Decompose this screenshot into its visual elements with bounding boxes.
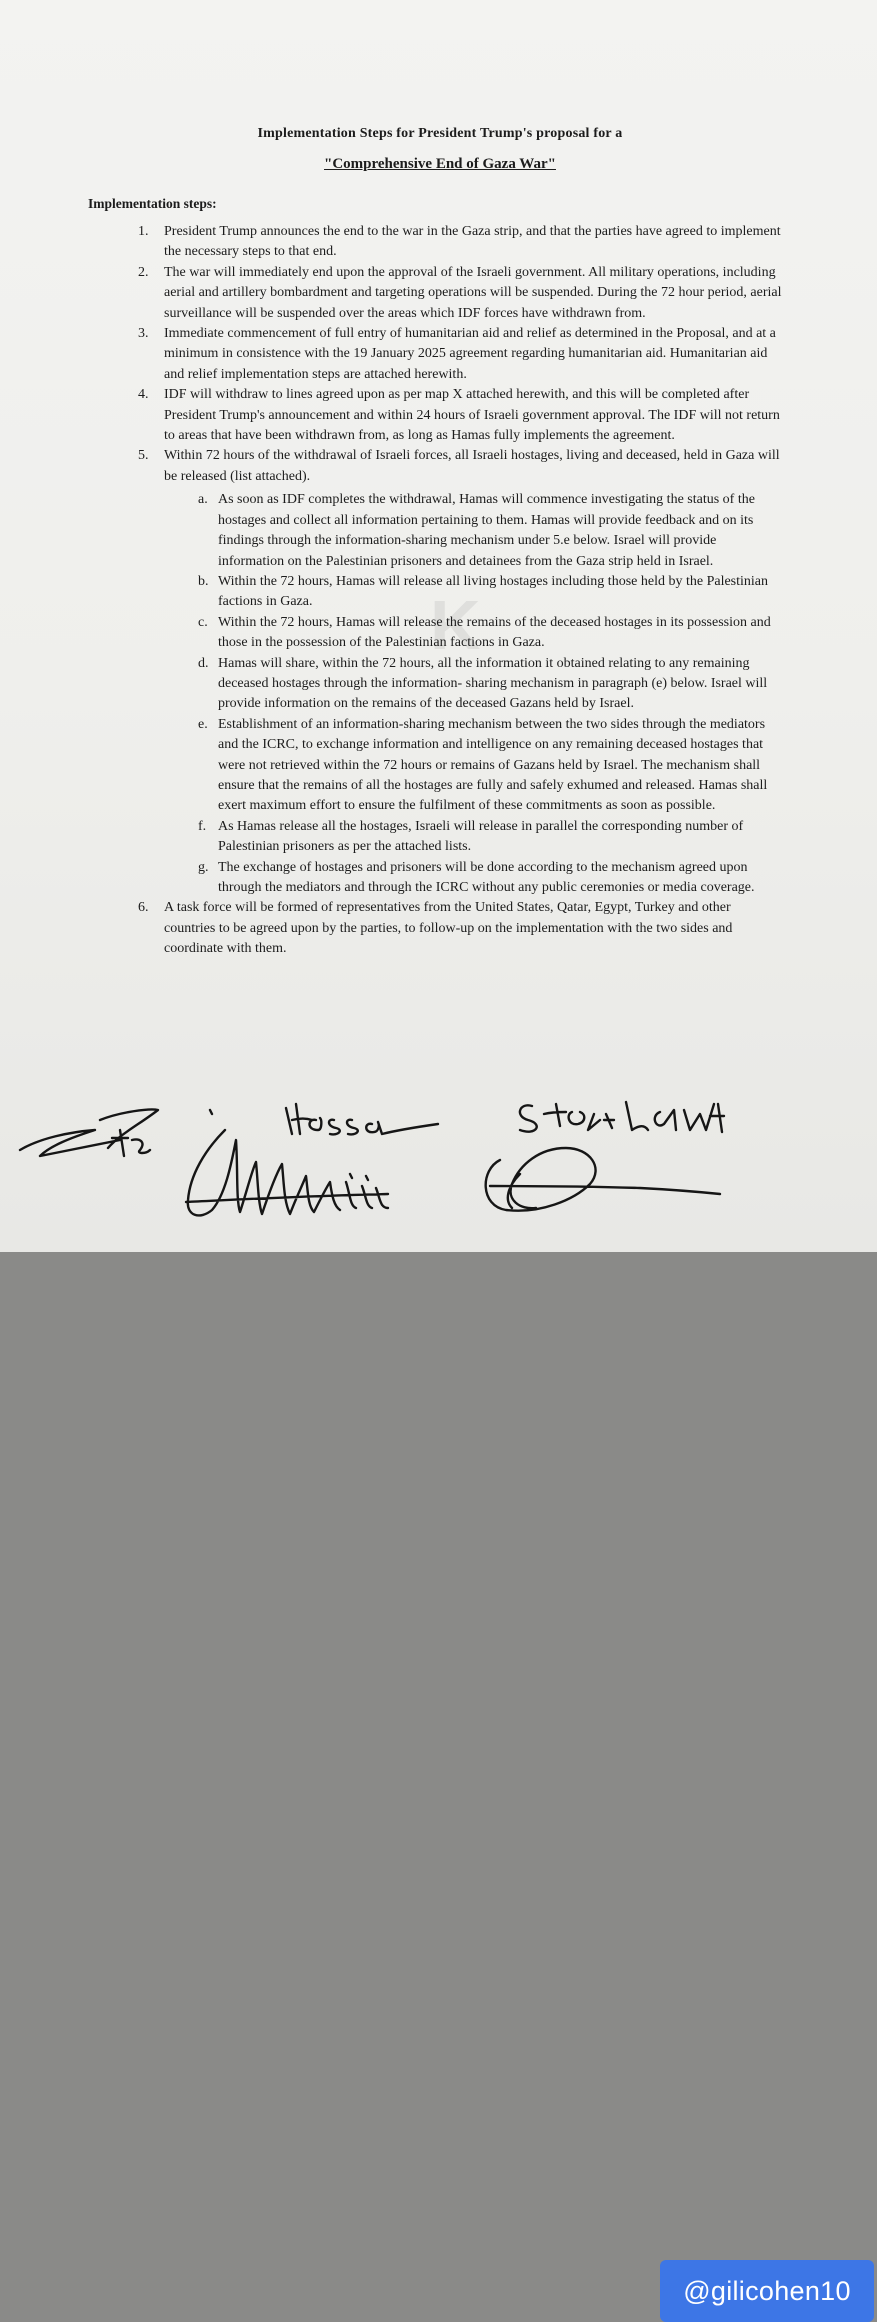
signature-1 bbox=[20, 1109, 158, 1156]
document-title-line2: "Comprehensive End of Gaza War" bbox=[324, 156, 556, 172]
substep-text: Within the 72 hours, Hamas will release all living hostages including those held by the Palestinian factions in Gaza. bbox=[218, 573, 768, 610]
watermark-handle: @gilicohen10 bbox=[683, 2275, 851, 2306]
substep-text: The exchange of hostages and prisoners will be done according to the mechanism agreed upon through the mediators and through the ICRC without any public ceremonies or media coverage. bbox=[218, 859, 755, 895]
steps-heading: Implementation steps: bbox=[88, 196, 217, 211]
substep-item bbox=[164, 858, 783, 899]
document-title-line1: Implementation Steps for President Trump's proposal for a bbox=[257, 126, 623, 141]
step-item bbox=[138, 385, 783, 446]
substep-item bbox=[164, 654, 783, 715]
substep-text: Establishment of an information-sharing mechanism between the two sides through the mediators and the ICRC, to exchange information and intelligence on any remaining deceased hostages that were not retrieved within the 72 hours or remains of Gazans held by Israel. The mechanism shall ensure that the remains of all the hostages are fully and safely exhumed and released. Hamas shall exert maximum effort to ensure the fulfilment of these commitments as soon as possible. bbox=[218, 716, 768, 814]
step-text: President Trump announces the end to the war in the Gaza strip, and that the parties have agreed to implement the necessary steps to that end. bbox=[164, 224, 781, 260]
step-number: 2. bbox=[138, 264, 149, 280]
step-number: 1. bbox=[138, 224, 149, 239]
substep-item bbox=[164, 613, 783, 654]
substep-letter: b. bbox=[198, 573, 209, 589]
step-item bbox=[138, 222, 783, 263]
step-item bbox=[138, 446, 783, 898]
substep-letter: c. bbox=[198, 614, 208, 630]
step-number: 4. bbox=[138, 387, 149, 403]
step-text: Within 72 hours of the withdrawal of Israeli forces, all Israeli hostages, living and deceased, held in Gaza will be released (list attached). bbox=[164, 448, 780, 484]
steps-list bbox=[138, 222, 783, 960]
substep-text: As Hamas release all the hostages, Israeli will release in parallel the corresponding number of Palestinian prisoners as per the attached lists. bbox=[218, 818, 744, 855]
signature-4 bbox=[520, 1102, 724, 1132]
substep-letter: d. bbox=[198, 655, 209, 671]
step-item bbox=[138, 324, 783, 385]
step-text: IDF will withdraw to lines agreed upon as per map X attached herewith, and this will be completed after President Trump's announcement and within 24 hours of Israeli government approval. The IDF will not return to areas that have been withdrawn from, as long as Hamas fully implements the agreement. bbox=[164, 387, 780, 444]
step-text: A task force will be formed of representatives from the United States, Qatar, Egypt, Turkey and other countries to be agreed upon by the parties, to follow-up on the implementation with the two sides and coordinate with them. bbox=[164, 900, 733, 957]
step-number: 6. bbox=[138, 900, 149, 916]
watermark-badge bbox=[660, 2260, 874, 2322]
substep-letter: f. bbox=[198, 818, 207, 834]
substep-text: As soon as IDF completes the withdrawal, Hamas will commence investigating the status of the hostages and collect all information pertaining to them. Hamas will provide feedback and on its findings through the information-sharing mechanism under 5.e below. Israel will provide information on the Palestinian prisoners and detainees from the Gaza strip held in Israel. bbox=[218, 492, 755, 569]
step-text: Immediate commencement of full entry of humanitarian aid and relief as determined in the Proposal, and at a minimum in consistence with the 19 January 2025 agreement regarding humanitarian aid. Humanitarian aid and relief implementation steps are attached herewith. bbox=[164, 326, 776, 382]
signature-2 bbox=[186, 1110, 388, 1215]
substep-item bbox=[164, 572, 783, 613]
substep-text: Within the 72 hours, Hamas will release the remains of the deceased hostages in its possession and those in the possession of the Palestinian factions in Gaza. bbox=[218, 614, 771, 651]
step-text: The war will immediately end upon the approval of the Israeli government. All military operations, including aerial and artillery bombardment and targeting operations will be suspended. During the 72 hour period, aerial surveillance will be suspended over the areas which IDF forces have withdrawn from. bbox=[164, 264, 782, 321]
step-number: 5. bbox=[138, 448, 149, 464]
signatures-svg bbox=[0, 1090, 877, 1252]
substep-text: Hamas will share, within the 72 hours, all the information it obtained relating to any remaining deceased hostages through the information- sharing mechanism in paragraph (e) below. Israel will provide information on the remains of the deceased Gazans held by Israel. bbox=[218, 655, 768, 712]
substep-letter: a. bbox=[198, 492, 208, 508]
signature-3 bbox=[286, 1104, 438, 1134]
step-item bbox=[138, 263, 783, 324]
signature-5 bbox=[486, 1148, 720, 1211]
faint-watermark: K bbox=[430, 586, 481, 664]
signatures-area bbox=[0, 1090, 877, 2306]
substep-letter: g. bbox=[198, 859, 209, 875]
substep-item bbox=[164, 817, 783, 858]
substep-item bbox=[164, 490, 783, 572]
step-item bbox=[138, 898, 783, 959]
substep-item bbox=[164, 715, 783, 817]
step-number: 3. bbox=[138, 326, 149, 342]
substep-letter: e. bbox=[198, 716, 208, 732]
substeps-list bbox=[164, 490, 783, 898]
